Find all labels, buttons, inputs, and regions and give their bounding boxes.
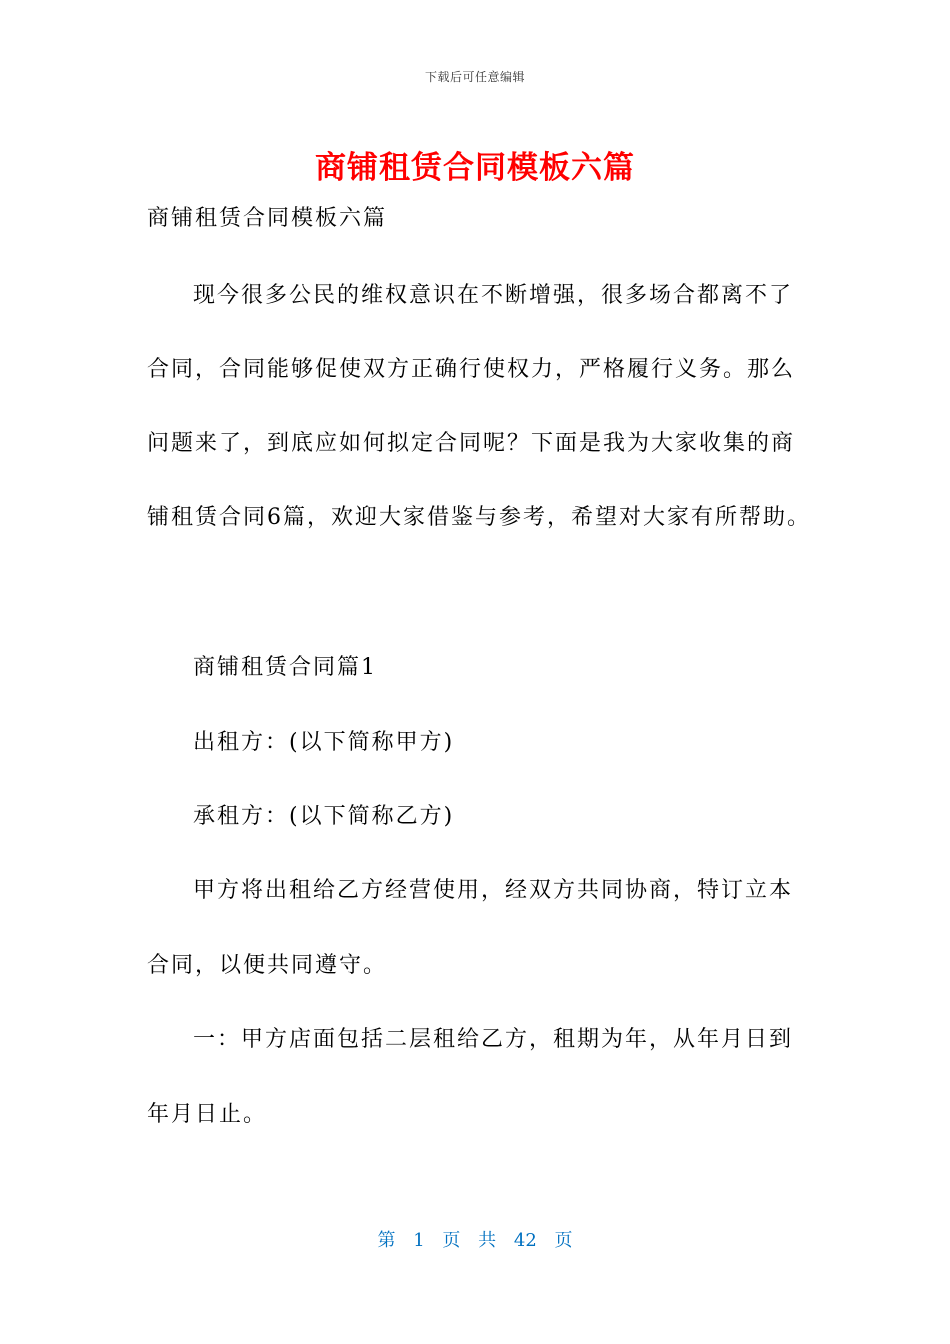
footer-total-pages: 42 [513,1230,537,1251]
clause-1-line-2: 年月日止。 [147,1102,268,1127]
lessor-line: 出租方：(以下简称甲方) [193,730,455,755]
intro-line-2: 合同，合同能够促使双方正确行使权力，严格履行义务。那么 [147,357,796,382]
lessee-line: 承租方：(以下简称乙方) [193,804,455,829]
intro-line-4: 铺租赁合同6篇，欢迎大家借鉴与参考，希望对大家有所帮助。 [147,505,811,530]
footer-total-suffix: 页 [554,1230,573,1251]
preamble-line-2: 合同，以便共同遵守。 [147,953,388,978]
footer-total-prefix: 共 [478,1230,497,1251]
footer-page-mid: 页 [442,1230,461,1251]
document-title: 商铺租赁合同模板六篇 [315,150,635,186]
document-subtitle: 商铺租赁合同模板六篇 [147,206,388,231]
page-footer [0,1226,950,1252]
intro-line-3: 问题来了，到底应如何拟定合同呢？下面是我为大家收集的商 [147,431,796,456]
section-heading: 商铺租赁合同篇1 [193,655,377,680]
footer-page-number: 1 [413,1230,425,1251]
header-note: 下载后可任意编辑 [424,70,525,84]
intro-line-1: 现今很多公民的维权意识在不断增强，很多场合都离不了 [193,283,794,308]
preamble-line-1: 甲方将出租给乙方经营使用，经双方共同协商，特订立本 [193,878,794,903]
footer-page-prefix: 第 [377,1230,396,1251]
clause-1-line-1: 一：甲方店面包括二层租给乙方，租期为年，从年月日到 [193,1027,794,1052]
